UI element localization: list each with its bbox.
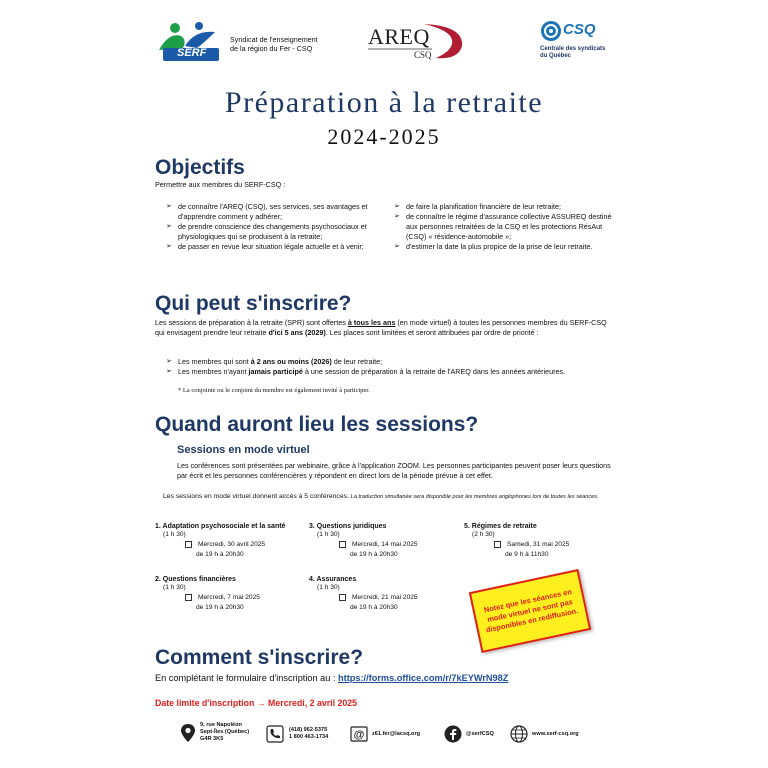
session-date-row [309, 540, 459, 550]
phone-number: (418) 962-5375 [289, 726, 328, 733]
email-icon [350, 726, 368, 742]
quand-subheading: Sessions en mode virtuel [177, 444, 310, 456]
session-5 [464, 523, 614, 560]
priority-item [166, 367, 626, 377]
facebook-icon [444, 725, 462, 743]
priority-text: de leur retraite; [331, 357, 383, 366]
objectifs-list-right [394, 202, 614, 252]
session-duration: (1 h 30) [317, 531, 340, 538]
website-text: www.serf-csq.org [532, 731, 579, 737]
session-date: Mercredi, 7 mai 2025 [198, 594, 260, 601]
session-date: Samedi, 31 mai 2025 [507, 541, 570, 548]
priority-emphasis: à 2 ans ou moins (2026) [250, 357, 332, 366]
quand-access-text: Les sessions en mode virtuel donnent accès à 5 conférences. [163, 493, 349, 500]
session-2 [155, 576, 305, 613]
session-date-row [309, 593, 459, 603]
session-title: 4. Assurances [309, 576, 357, 583]
session-title: 1. Adaptation psychosociale et la santé [155, 523, 286, 530]
csq-logo [538, 20, 618, 64]
page-year: 2024-2025 [327, 124, 441, 149]
session-time: de 19 h à 20h30 [196, 604, 244, 611]
footer-address [180, 722, 249, 744]
phone-icon [266, 725, 284, 743]
session-time: de 9 h à 11h30 [505, 551, 549, 558]
page-title: Préparation à la retraite [224, 86, 544, 119]
session-title: 3. Questions juridiques [309, 523, 387, 530]
checkbox-icon [339, 541, 346, 548]
qui-text-emphasis: d'ici 5 ans (2029) [268, 328, 326, 337]
csq-name [540, 46, 605, 60]
checkbox-icon [185, 541, 192, 548]
session-time: de 19 h à 20h30 [196, 551, 244, 558]
quand-access [163, 491, 618, 503]
session-3 [309, 523, 459, 560]
footer-phone [266, 725, 328, 743]
areq-logo-sub: CSQ [414, 50, 432, 60]
address-line: 9, rue Napoléon [200, 722, 242, 728]
qui-text: (en mode virtuel) à toutes les personnes membres du SERF-CSQ qui envisagent prendre leur retraite [155, 318, 607, 337]
form-text: En complétant le formulaire d'inscription au : [155, 673, 339, 683]
session-title: 5. Régimes de retraite [464, 523, 537, 530]
csq-logo-text: CSQ [563, 21, 596, 38]
deadline: Date limite d'inscription → Mercredi, 2 avril 2025 [155, 698, 358, 708]
session-date-row [155, 540, 305, 550]
quand-description: Les conférences sont présentées par webinaire, grâce à l'application ZOOM. Les personnes participantes peuvent poser leurs questions par écrit et les personnes conférencières y répondent en direct lors de la période prévue à cet effet. [177, 461, 611, 480]
facebook-text: @serfCSQ [466, 731, 494, 737]
session-duration: (2 h 30) [472, 531, 495, 538]
quand-heading: Quand auront lieu les sessions? [155, 413, 479, 436]
priority-emphasis: jamais participé [248, 367, 303, 376]
areq-logo [366, 20, 466, 64]
qui-text-emphasis: à tous les ans [347, 318, 396, 327]
objectif-item: ➢ de faire la planification financière de leur retraite; [394, 202, 614, 212]
qui-heading: Qui peut s'inscrire? [155, 292, 352, 315]
address-line: Sept-Îles (Québec) [200, 729, 250, 736]
session-title: 2. Questions financières [155, 576, 236, 583]
phone-number: 1 800 463-1734 [289, 734, 329, 740]
checkbox-icon [494, 541, 501, 548]
objectif-item: ➢ de prendre conscience des changements psychosociaux et physiologiques qui se produisent à la retraite; [166, 222, 378, 242]
session-1 [155, 523, 305, 560]
location-pin-icon [180, 723, 196, 743]
session-date-row [155, 593, 305, 603]
session-duration: (1 h 30) [317, 584, 340, 591]
priority-text: Les membres qui sont [178, 357, 251, 366]
phone-text [289, 727, 328, 742]
session-4 [309, 576, 459, 613]
qui-text: Les sessions de préparation à la retraite (SPR) sont offertes [155, 318, 348, 327]
priority-item [166, 357, 626, 367]
serf-name-line1: Syndicat de l'enseignement [230, 35, 318, 44]
session-time: de 19 h à 20h30 [350, 604, 398, 611]
sticky-note [469, 569, 591, 653]
session-duration: (1 h 30) [163, 531, 186, 538]
serf-logo [155, 20, 223, 64]
objectifs-intro: Permettre aux membres du SERF-CSQ : [155, 180, 286, 189]
objectifs-heading: Objectifs [155, 156, 245, 179]
footer-facebook[interactable] [444, 725, 494, 743]
objectif-item: ➢ d'estimer la date la plus propice de la prise de leur retraite. [394, 242, 614, 252]
footer-website[interactable] [510, 725, 579, 743]
qui-paragraph [155, 318, 617, 338]
session-duration: (1 h 30) [163, 584, 186, 591]
serf-name-line2: de la région du Fer - CSQ [230, 44, 313, 53]
checkbox-icon [339, 594, 346, 601]
checkbox-icon [185, 594, 192, 601]
priority-text: Les membres n'ayant [178, 367, 249, 376]
address-line: G4R 3K5 [200, 736, 224, 743]
session-date: Mercredi, 30 avril 2025 [198, 541, 266, 548]
serf-name [230, 35, 318, 53]
session-date-row [464, 540, 614, 550]
qui-text: . Les places sont limitées et seront attribuées par ordre de priorité : [325, 328, 539, 337]
form-link[interactable]: https://forms.office.com/r/7kEYWrN98Z [338, 673, 509, 683]
sticky-note-text: Notez que les séances en mode virtuel ne sont pas disponibles en rediffusion. [483, 587, 579, 635]
objectif-item: ➢ de passer en revue leur situation légale actuelle et à venir; [166, 242, 378, 252]
priority-text: à une session de préparation à la retraite de l'AREQ dans les années antérieures. [302, 367, 566, 376]
comment-heading: Comment s'inscrire? [155, 646, 364, 669]
csq-name-line1: Centrale des syndicats [540, 46, 606, 52]
areq-logo-text: AREQ [368, 24, 430, 49]
quand-translation-text: La traduction simultanée sera disponible pour les membres anglophones lors de toutes les séances. [350, 494, 599, 500]
footer-email[interactable] [350, 726, 420, 742]
qui-priority-list [166, 357, 626, 377]
session-date: Mercredi, 21 mai 2025 [352, 594, 418, 601]
serf-logo-text: SERF [177, 47, 207, 59]
svg-text:@: @ [353, 729, 365, 741]
form-line [155, 673, 508, 683]
csq-globe-icon [540, 20, 562, 42]
qui-note: * La conjointe ou le conjoint du membre est également invité à participer. [178, 387, 370, 394]
session-time: de 19 h à 20h30 [350, 551, 398, 558]
objectif-item: ➢ de connaître le régime d'assurance collective ASSUREQ destiné aux personnes retraitées de la CSQ et les protections RésAut (CSQ) « résidence-automobile »; [394, 212, 614, 242]
globe-icon [510, 725, 528, 743]
csq-name-line2: du Québec [540, 53, 572, 59]
objectifs-list-left [166, 202, 378, 252]
session-date: Mercredi, 14 mai 2025 [352, 541, 418, 548]
address-text [200, 722, 249, 744]
objectif-item: ➢ de connaître l'AREQ (CSQ), ses services, ses avantages et d'apprendre comment y adhérer; [166, 202, 378, 222]
email-text: z61.fer@lacsq.org [372, 731, 421, 737]
